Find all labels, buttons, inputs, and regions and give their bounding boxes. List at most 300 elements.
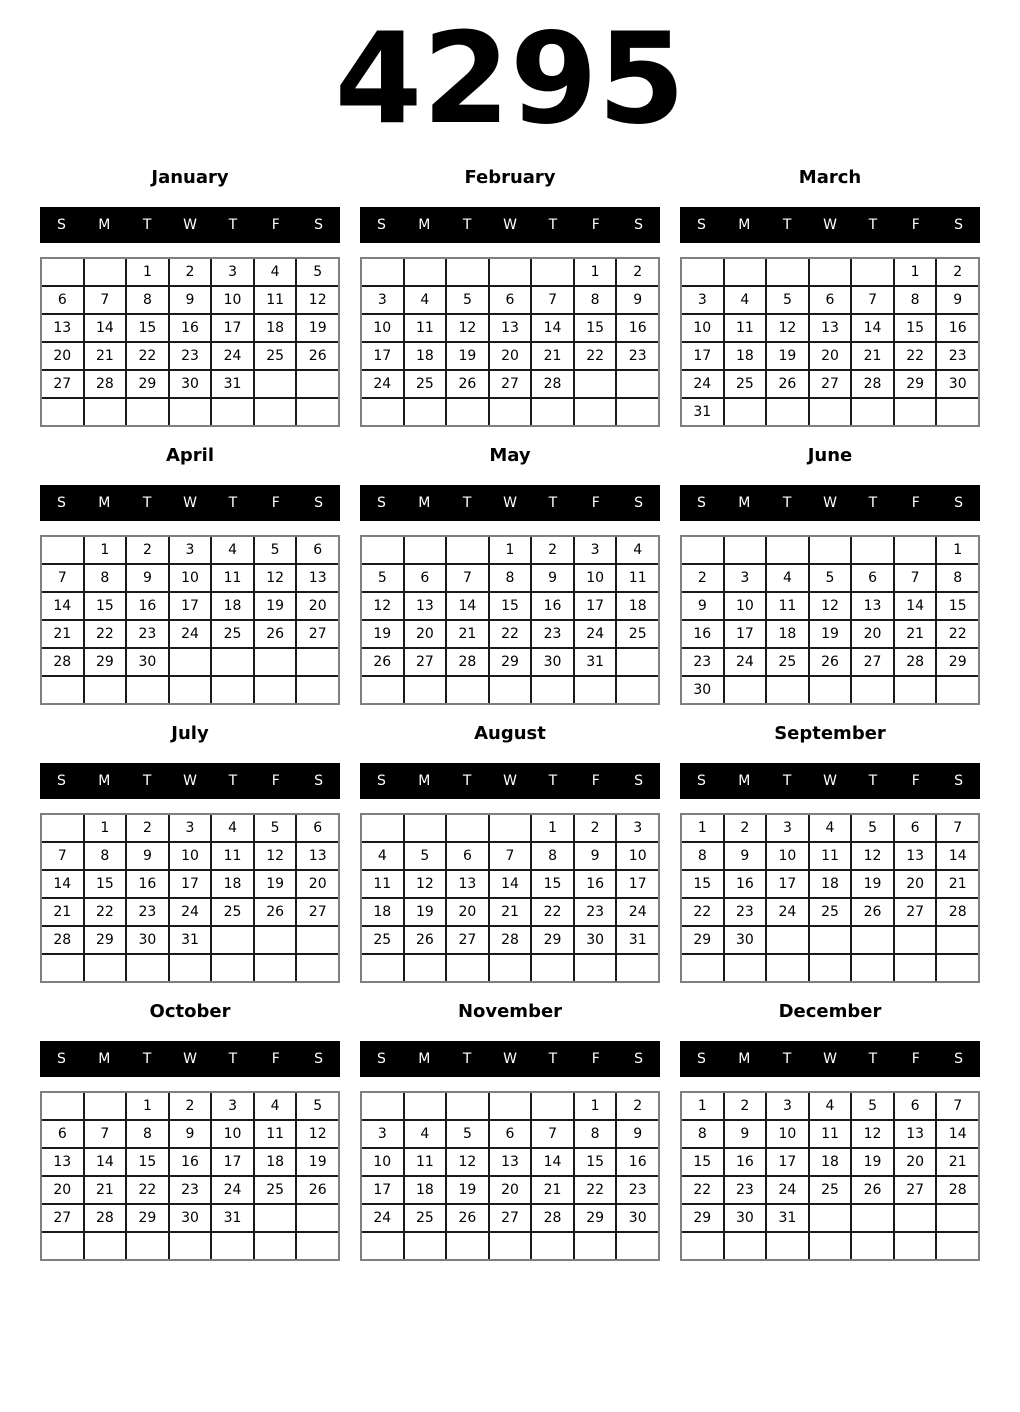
day-cell-empty [127,677,168,703]
day-cell: 11 [810,843,851,869]
day-cell: 25 [212,621,253,647]
day-cell-empty [895,955,936,981]
day-cell: 26 [297,1177,338,1203]
day-cell-empty [532,259,573,285]
weekday-label: M [738,217,751,233]
weekday-label: S [634,1051,644,1067]
day-cell-empty [852,927,893,953]
day-cell: 20 [490,343,531,369]
day-cell-empty [895,1205,936,1231]
day-cell: 1 [127,1093,168,1119]
day-cell-empty [490,399,531,425]
day-cell: 26 [297,343,338,369]
day-cell: 11 [212,565,253,591]
day-cell: 1 [682,1093,723,1119]
day-cell: 25 [810,899,851,925]
day-cell: 19 [362,621,403,647]
day-cell: 30 [127,649,168,675]
month-october [40,992,340,1261]
day-cell-empty [405,677,446,703]
day-cell-empty [810,259,851,285]
day-cell-empty [297,399,338,425]
day-cell: 24 [212,1177,253,1203]
day-cell-empty [42,1093,83,1119]
day-cell: 3 [362,287,403,313]
day-cell-empty [255,649,296,675]
day-cell: 17 [212,1149,253,1175]
day-cell: 10 [170,843,211,869]
day-cell: 9 [682,593,723,619]
month-title: September [774,723,886,744]
day-cell: 20 [810,343,851,369]
day-cell: 25 [405,1205,446,1231]
day-cell-empty [532,955,573,981]
weekday-label: M [98,773,111,789]
day-cell: 18 [617,593,658,619]
day-cell: 1 [85,815,126,841]
day-cell: 2 [532,537,573,563]
day-cell: 6 [447,843,488,869]
day-cell: 5 [297,1093,338,1119]
day-cell: 23 [725,1177,766,1203]
day-cell-empty [937,1205,978,1231]
day-cell-empty [490,677,531,703]
day-cell: 3 [212,1093,253,1119]
day-cell: 29 [682,927,723,953]
month-title: November [457,1001,563,1022]
weekday-label: M [418,773,431,789]
day-cell: 24 [617,899,658,925]
month-title: April [165,445,215,466]
weekday-label: S [376,495,386,511]
day-cell: 22 [682,1177,723,1203]
day-cell: 15 [127,1149,168,1175]
day-cell: 3 [170,537,211,563]
day-cell: 5 [810,565,851,591]
day-cell: 16 [532,593,573,619]
day-cell: 21 [447,621,488,647]
day-cell: 2 [617,259,658,285]
days-grid [680,257,980,427]
day-cell-empty [767,677,808,703]
day-cell: 26 [852,899,893,925]
day-cell: 14 [852,315,893,341]
weekday-label: S [954,217,964,233]
weekday-label: S [56,217,66,233]
day-cell-empty [575,399,616,425]
day-cell: 16 [617,315,658,341]
day-cell-empty [255,399,296,425]
day-cell: 18 [405,343,446,369]
day-cell: 13 [895,843,936,869]
day-cell-empty [767,259,808,285]
day-cell: 10 [767,843,808,869]
weekday-label: S [56,495,66,511]
day-cell: 13 [297,843,338,869]
weekday-label: S [376,217,386,233]
day-cell-empty [767,955,808,981]
day-cell: 15 [937,593,978,619]
day-cell: 31 [767,1205,808,1231]
day-cell-empty [895,927,936,953]
day-cell: 18 [810,1149,851,1175]
day-cell: 16 [127,871,168,897]
day-cell-empty [42,537,83,563]
weekday-label: S [696,1051,706,1067]
weekday-label: S [56,773,66,789]
weekday-label: T [782,495,792,511]
weekday-label: F [591,495,600,511]
day-cell: 8 [682,1121,723,1147]
day-cell: 14 [85,315,126,341]
day-cell-empty [405,1233,446,1259]
day-cell: 31 [212,1205,253,1231]
day-cell: 28 [42,927,83,953]
weekday-header [680,485,980,521]
weekday-label: S [56,1051,66,1067]
weekday-label: T [782,773,792,789]
day-cell-empty [170,399,211,425]
weekday-label: W [823,773,837,789]
day-cell: 13 [42,315,83,341]
weekday-label: W [503,217,517,233]
day-cell: 22 [575,343,616,369]
day-cell: 27 [447,927,488,953]
day-cell: 6 [810,287,851,313]
day-cell-empty [617,677,658,703]
day-cell: 14 [532,315,573,341]
day-cell: 29 [127,1205,168,1231]
day-cell: 21 [42,899,83,925]
day-cell: 22 [127,1177,168,1203]
day-cell: 24 [362,371,403,397]
day-cell: 28 [85,1205,126,1231]
day-cell: 27 [490,1205,531,1231]
day-cell: 4 [255,259,296,285]
day-cell: 7 [85,1121,126,1147]
day-cell-empty [575,677,616,703]
day-cell: 14 [42,871,83,897]
weekday-label: F [911,217,920,233]
weekday-label: S [696,773,706,789]
month-title: October [149,1001,231,1022]
day-cell: 19 [767,343,808,369]
day-cell: 10 [170,565,211,591]
day-cell: 6 [42,1121,83,1147]
weekday-label: F [271,217,280,233]
day-cell: 12 [255,565,296,591]
day-cell: 26 [362,649,403,675]
day-cell: 5 [255,537,296,563]
day-cell: 16 [127,593,168,619]
month-title: June [807,445,853,466]
day-cell-empty [42,955,83,981]
day-cell: 20 [405,621,446,647]
day-cell: 21 [532,343,573,369]
day-cell: 11 [255,287,296,313]
day-cell: 27 [852,649,893,675]
weekday-label: T [462,773,472,789]
day-cell: 1 [85,537,126,563]
weekday-label: T [142,773,152,789]
day-cell: 4 [405,1121,446,1147]
day-cell: 2 [725,1093,766,1119]
day-cell: 14 [937,843,978,869]
day-cell: 23 [127,899,168,925]
day-cell: 16 [725,1149,766,1175]
day-cell-empty [297,1233,338,1259]
day-cell: 5 [852,815,893,841]
day-cell: 12 [767,315,808,341]
day-cell: 9 [532,565,573,591]
days-grid [360,535,660,705]
day-cell-empty [362,259,403,285]
day-cell: 15 [682,871,723,897]
day-cell: 17 [682,343,723,369]
day-cell: 29 [532,927,573,953]
day-cell-empty [297,649,338,675]
day-cell: 28 [85,371,126,397]
day-cell-empty [490,955,531,981]
month-june [680,436,980,705]
day-cell: 28 [447,649,488,675]
weekday-header [360,763,660,799]
day-cell: 21 [937,1149,978,1175]
day-cell: 3 [767,1093,808,1119]
day-cell: 22 [532,899,573,925]
days-grid [360,813,660,983]
day-cell-empty [447,537,488,563]
weekday-label: W [823,1051,837,1067]
day-cell: 2 [682,565,723,591]
day-cell-empty [447,955,488,981]
day-cell-empty [362,537,403,563]
day-cell: 19 [405,899,446,925]
day-cell: 12 [852,1121,893,1147]
day-cell: 7 [895,565,936,591]
day-cell: 10 [575,565,616,591]
day-cell: 11 [255,1121,296,1147]
day-cell: 27 [42,1205,83,1231]
days-grid [360,1091,660,1261]
day-cell-empty [255,677,296,703]
days-grid [680,1091,980,1261]
day-cell: 8 [127,1121,168,1147]
day-cell: 10 [682,315,723,341]
day-cell: 1 [490,537,531,563]
weekday-label: M [738,1051,751,1067]
day-cell-empty [725,955,766,981]
day-cell-empty [532,399,573,425]
day-cell: 3 [767,815,808,841]
day-cell: 30 [127,927,168,953]
day-cell: 21 [895,621,936,647]
day-cell-empty [617,955,658,981]
day-cell-empty [447,815,488,841]
day-cell: 1 [895,259,936,285]
day-cell: 12 [362,593,403,619]
day-cell: 11 [405,1149,446,1175]
days-grid [360,257,660,427]
day-cell: 4 [725,287,766,313]
day-cell: 27 [490,371,531,397]
day-cell: 6 [490,287,531,313]
weekday-header [360,485,660,521]
day-cell: 18 [767,621,808,647]
day-cell: 30 [617,1205,658,1231]
day-cell-empty [405,537,446,563]
day-cell: 31 [575,649,616,675]
day-cell: 9 [725,843,766,869]
day-cell: 10 [725,593,766,619]
day-cell: 15 [490,593,531,619]
day-cell: 23 [617,1177,658,1203]
day-cell-empty [490,1233,531,1259]
day-cell-empty [895,537,936,563]
day-cell-empty [725,399,766,425]
day-cell: 10 [212,1121,253,1147]
weekday-label: T [548,495,558,511]
day-cell: 16 [682,621,723,647]
day-cell-empty [405,399,446,425]
day-cell: 12 [297,287,338,313]
day-cell-empty [42,815,83,841]
day-cell-empty [852,1205,893,1231]
day-cell: 14 [895,593,936,619]
day-cell-empty [810,537,851,563]
weekday-header [680,763,980,799]
weekday-label: S [314,495,324,511]
day-cell: 8 [937,565,978,591]
weekday-label: T [868,773,878,789]
day-cell-empty [212,399,253,425]
day-cell: 27 [895,899,936,925]
day-cell-empty [895,677,936,703]
weekday-label: S [376,773,386,789]
weekday-label: T [228,1051,238,1067]
day-cell: 3 [212,259,253,285]
day-cell: 23 [617,343,658,369]
weekday-label: T [462,495,472,511]
day-cell: 23 [127,621,168,647]
day-cell-empty [490,259,531,285]
weekday-label: S [954,495,964,511]
day-cell: 11 [405,315,446,341]
weekday-label: S [954,773,964,789]
day-cell: 9 [617,287,658,313]
day-cell-empty [297,371,338,397]
month-title: February [464,167,556,188]
day-cell: 24 [170,899,211,925]
day-cell: 30 [725,1205,766,1231]
day-cell: 22 [85,899,126,925]
day-cell: 13 [405,593,446,619]
day-cell: 18 [255,1149,296,1175]
day-cell: 8 [575,1121,616,1147]
weekday-label: S [634,773,644,789]
day-cell: 4 [617,537,658,563]
day-cell-empty [85,399,126,425]
day-cell: 15 [575,315,616,341]
day-cell-empty [170,677,211,703]
day-cell: 7 [532,1121,573,1147]
day-cell-empty [127,399,168,425]
day-cell: 29 [937,649,978,675]
weekday-label: M [98,495,111,511]
weekday-label: F [271,773,280,789]
weekday-label: T [142,217,152,233]
weekday-label: F [911,495,920,511]
day-cell: 26 [767,371,808,397]
day-cell-empty [682,537,723,563]
day-cell: 20 [297,593,338,619]
day-cell-empty [362,677,403,703]
day-cell: 9 [127,843,168,869]
day-cell: 3 [362,1121,403,1147]
weekday-label: S [314,217,324,233]
day-cell: 13 [490,315,531,341]
day-cell-empty [725,537,766,563]
day-cell: 11 [212,843,253,869]
month-november [360,992,660,1261]
day-cell: 22 [682,899,723,925]
day-cell: 17 [767,1149,808,1175]
day-cell-empty [810,1233,851,1259]
day-cell: 3 [575,537,616,563]
day-cell-empty [937,1233,978,1259]
day-cell: 4 [255,1093,296,1119]
weekday-label: W [183,1051,197,1067]
day-cell: 30 [575,927,616,953]
day-cell-empty [852,537,893,563]
day-cell: 17 [617,871,658,897]
day-cell: 8 [532,843,573,869]
weekday-label: W [183,495,197,511]
day-cell-empty [767,399,808,425]
day-cell-empty [490,1093,531,1119]
days-grid [680,813,980,983]
weekday-label: W [503,773,517,789]
day-cell-empty [212,677,253,703]
month-march [680,158,980,427]
day-cell: 19 [852,871,893,897]
day-cell: 10 [362,315,403,341]
day-cell: 26 [447,371,488,397]
day-cell: 21 [532,1177,573,1203]
day-cell-empty [895,399,936,425]
day-cell: 12 [405,871,446,897]
day-cell-empty [617,1233,658,1259]
day-cell: 5 [362,565,403,591]
day-cell: 15 [127,315,168,341]
day-cell-empty [937,927,978,953]
day-cell: 2 [127,815,168,841]
day-cell: 2 [937,259,978,285]
day-cell: 17 [212,315,253,341]
day-cell: 6 [852,565,893,591]
day-cell-empty [85,259,126,285]
weekday-label: M [98,1051,111,1067]
day-cell: 8 [575,287,616,313]
month-title: December [778,1001,882,1022]
day-cell: 11 [767,593,808,619]
day-cell: 13 [42,1149,83,1175]
day-cell: 17 [725,621,766,647]
day-cell: 1 [682,815,723,841]
day-cell: 9 [127,565,168,591]
weekday-label: F [591,1051,600,1067]
day-cell: 20 [447,899,488,925]
